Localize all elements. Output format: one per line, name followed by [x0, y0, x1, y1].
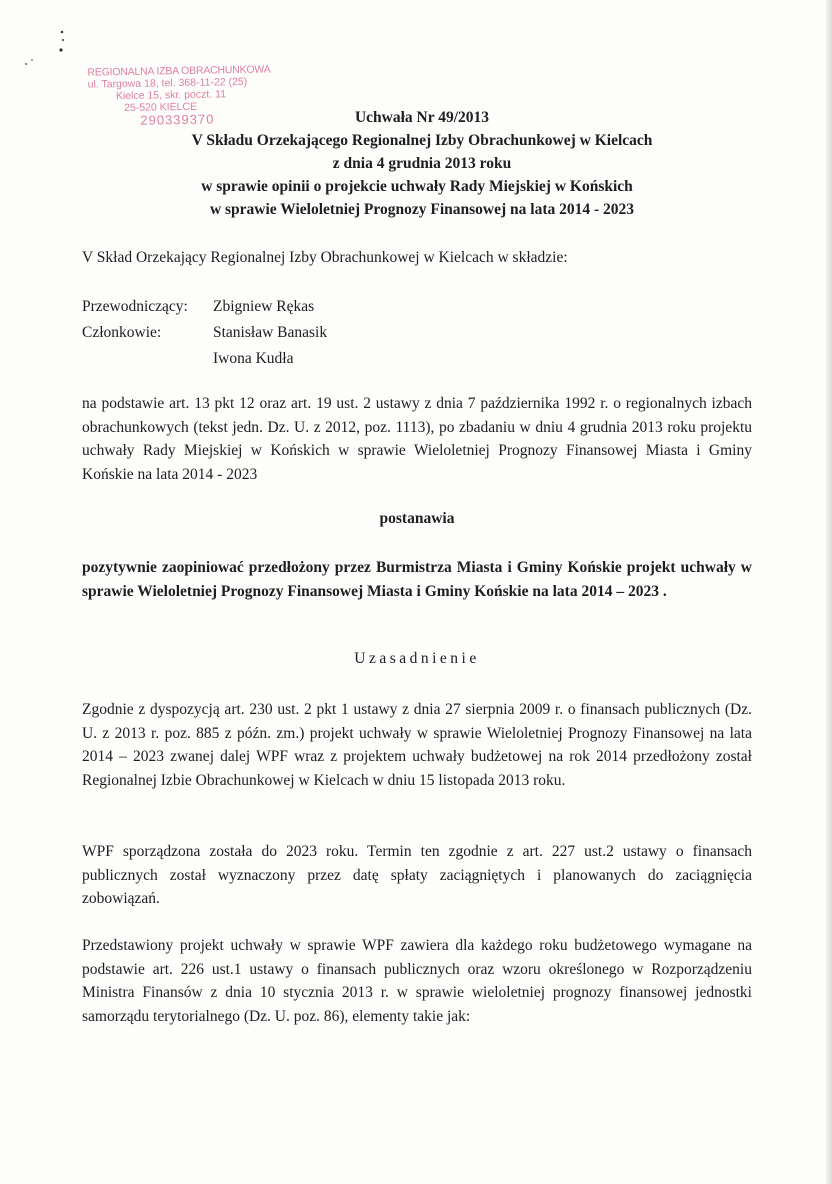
justification-paragraph-1: Zgodnie z dyspozycją art. 230 ust. 2 pkt 1 ustawy z dnia 27 sierpnia 2009 r. o finansach publicznych (Dz. U. z 2013 r. poz. 885 z późn. zm.) projekt uchwały w sprawie Wieloletniej Prognozy Finansowej na lata 2014 – 2023 zwanej dalej WPF wraz z projektem uchwały budżetowej na rok 2014 przedłożony został Regionalnej Izbie Obrachunkowej w Kielcach w dniu 15 listopada 2013 roku. — [82, 701, 752, 789]
justification-paragraph-3: Przedstawiony projekt uchwały w sprawie WPF zawiera dla każdego roku budżetowego wymagane na podstawie art. 226 ust.1 ustawy o finansach publicznych oraz wzoru określonego w Rozporządzeniu Ministra Finansów z dnia 10 stycznia 2013 r. w sprawie wieloletniej prognozy finansowej jednostki samorządu terytorialnego (Dz. U. poz. 86), elementy takie jak: — [82, 937, 752, 1025]
member-role: Przewodniczący: — [82, 298, 188, 315]
member-name: Iwona Kudła — [213, 350, 294, 367]
stamp-line-2: ul. Targowa 18, tel. 368-11-22 (25) — [87, 75, 248, 91]
stamp-line-5: 290339370 — [140, 111, 215, 128]
resolution-subject-1: w sprawie opinii o projekcie uchwały Rady Miejskiej w Końskich — [201, 178, 633, 195]
resolution-subject-2: w sprawie Wieloletniej Prognozy Finansowej na lata 2014 - 2023 — [209, 201, 635, 218]
scan-edge-shadow — [826, 0, 832, 1184]
decision-paragraph: pozytywnie zaopiniować przedłożony przez Burmistrza Miasta i Gminy Końskie projekt uchwały w sprawie Wieloletniej Prognozy Finansowej Miasta i Gminy Końskie na lata 2014 – 2023 . — [82, 559, 752, 600]
justification-heading: Uzasadnienie — [354, 650, 480, 667]
composition-intro: V Skład Orzekający Regionalnej Izby Obrachunkowej w Kielcach w składzie: — [82, 249, 568, 266]
decides-heading: postanawia — [379, 510, 455, 527]
stamp-line-4: 25-520 KIELCE — [123, 100, 198, 115]
stamp-line-3: Kielce 15, skr. poczt. 11 — [115, 88, 227, 103]
stamp-line-1: REGIONALNA IZBA OBRACHUNKOWA — [87, 63, 271, 79]
member-role: Członkowie: — [82, 324, 162, 341]
resolution-date: z dnia 4 grudnia 2013 roku — [332, 155, 512, 172]
justification-paragraph-2: WPF sporządzona została do 2023 roku. Termin ten zgodnie z art. 227 ust.2 ustawy o finansach publicznych został wyznaczony przez datę spłaty zaciągniętych i planowanych do zaciągnięcia zobowiązań. — [82, 843, 752, 907]
member-name: Zbigniew Rękas — [213, 298, 315, 315]
scan-speck-marks — [20, 28, 70, 68]
member-name: Stanisław Banasik — [213, 324, 328, 341]
resolution-title: Uchwała Nr 49/2013 — [354, 109, 490, 126]
resolution-body: V Składu Orzekającego Regionalnej Izby Obrachunkowej w Kielcach — [191, 132, 653, 149]
legal-basis-paragraph: na podstawie art. 13 pkt 12 oraz art. 19 ust. 2 ustawy z dnia 7 października 1992 r. o regionalnych izbach obrachunkowych (tekst jedn. Dz. U. z 2012, poz. 1113), po zbadaniu w dniu 4 grudnia 2013 roku projektu uchwały Rady Miejskiej w Końskich w sprawie Wieloletniej Prognozy Finansowej Miasta i Gminy Końskie na lata 2014 - 2023 — [82, 395, 752, 483]
resolution-header — [82, 106, 752, 221]
